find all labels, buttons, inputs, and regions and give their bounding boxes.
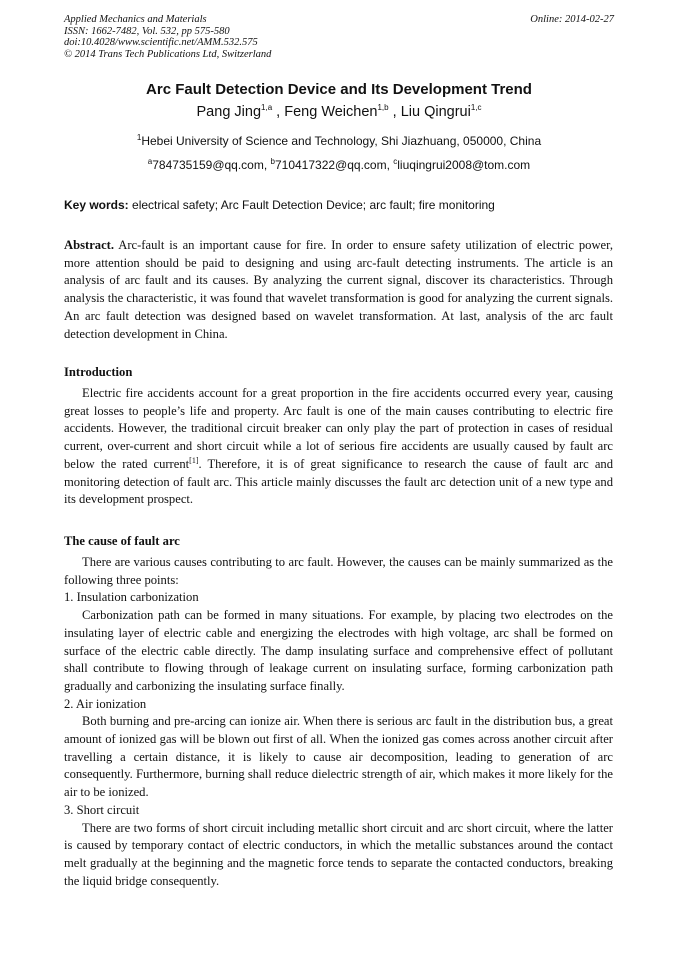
cause-intro-paragraph: There are various causes contributing to arc fault. However, the causes can be mainly summarized as the following three points:: [64, 555, 613, 587]
email-link[interactable]: 710417322@qq.com: [274, 158, 387, 172]
paper-title: Arc Fault Detection Device and Its Development Trend: [146, 81, 532, 98]
section-heading-introduction: Introduction: [64, 365, 133, 379]
abstract-label: Abstract.: [64, 238, 115, 252]
subsection-paragraph: There are two forms of short circuit including metallic short circuit and arc short circuit, where the latter is caused by temporary contact of electric conductors, in which the metallic substances around the contact melt gradually at the beginning and the magnetic force tends to separate the contacted conductors, breaking the liquid bridge consequently.: [64, 820, 613, 888]
author-sup: 1,c: [470, 103, 482, 113]
intro-text-after: . Therefore, it is of great significance to research the cause of fault arc and monitoring detection of fault arc. This article mainly discusses the fault arc detection unit of a new type and its development prospect.: [64, 456, 614, 507]
email-sup: b: [270, 157, 275, 166]
author-name: Pang Jing: [196, 104, 262, 120]
email-list: [64, 158, 614, 172]
section-heading-cause: The cause of fault arc: [64, 534, 180, 548]
issn-line: ISSN: 1662-7482, Vol. 532, pp 575-580: [64, 25, 230, 37]
keywords: [64, 198, 495, 212]
subsection-title: 1. Insulation carbonization: [64, 590, 199, 605]
online-date: Online: 2014-02-27: [530, 14, 614, 25]
keywords-label: Key words:: [64, 198, 129, 212]
cause-section: [64, 554, 613, 890]
abstract: [64, 237, 613, 343]
email-link[interactable]: liuqingrui2008@tom.com: [397, 158, 531, 172]
journal-name: Applied Mechanics and Materials: [64, 14, 207, 25]
email-sup: a: [147, 157, 153, 166]
intro-text-before: Electric fire accidents account for a great proportion in the fire accidents occurred every year, causing great losses to people’s life and property. Arc fault is one of the main causes contributing to electric fire accidents. However, the traditional circuit breaker can only play the part of protection in cases of residual current, over-current and short circuit while a lot of serious fire accidents are usually caused by fault arc below the rated current: [64, 386, 613, 471]
author-sup: 1,b: [377, 103, 389, 113]
email-separator: ,: [263, 158, 271, 172]
author-separator: ,: [272, 104, 285, 120]
subsection-title: 2. Air ionization: [64, 696, 147, 711]
subsection-paragraph: Both burning and pre-arcing can ionize air. When there is serious arc fault in the distribution bus, a great amount of ionized gas will be blown out first of all. When the ionized gas comes across another circuit after travelling a certain distance, it is likely to cause air decomposition, leading to generation of arc consequently. Furthermore, burning shall reduce dielectric strength of air, which makes it more likely for the air to be ionized.: [64, 714, 613, 800]
citation-ref[interactable]: [1]: [189, 455, 199, 465]
author-list: [64, 104, 614, 120]
doi-line: doi:10.4028/www.scientific.net/AMM.532.575: [64, 37, 258, 48]
keywords-text: electrical safety; Arc Fault Detection Device; arc fault; fire monitoring: [128, 198, 495, 212]
email-separator: ,: [386, 158, 394, 172]
affiliation-text: Hebei University of Science and Technology, Shi Jiazhuang, 050000, China: [141, 134, 542, 148]
author-sup: 1,a: [261, 103, 273, 113]
copyright-line: © 2014 Trans Tech Publications Ltd, Switzerland: [64, 48, 272, 60]
abstract-text: Arc-fault is an important cause for fire. In order to ensure safety utilization of electric power, more attention should be paid to designing and using arc-fault detecting instruments. The article is an analysis of arc fault and its causes. By analyzing the current signal, discover its characteristics. Through analysis the characteristic, it was found that wavelet transformation is good for analyzing the current signals. An arc fault detection was designed based on wavelet transformation. At last, analysis of the arc fault detection development in China.: [64, 238, 613, 341]
email-link[interactable]: 784735159@qq.com: [152, 158, 264, 172]
affiliation-sup: 1: [136, 133, 142, 142]
subsection-paragraph: Carbonization path can be formed in many situations. For example, by placing two electrodes on the insulating layer of electric cable and energizing the electrodes with high voltage, arc shall be formed on surface of the electric cable directly. The damp insulating surface and comprehensive effect of pollutant shall contribute to flowing through of leakage current on insulating surface, forming carbonization path gradually and carbonizing the insulating surface finally.: [64, 608, 613, 693]
subsection-title: 3. Short circuit: [64, 802, 140, 817]
author-name: Feng Weichen: [284, 104, 378, 120]
introduction-paragraph: [64, 385, 613, 509]
author-separator: ,: [388, 104, 401, 120]
email-sup: c: [393, 157, 398, 166]
publication-info: [64, 14, 271, 60]
author-name: Liu Qingrui: [400, 104, 471, 120]
affiliation: [64, 134, 614, 148]
